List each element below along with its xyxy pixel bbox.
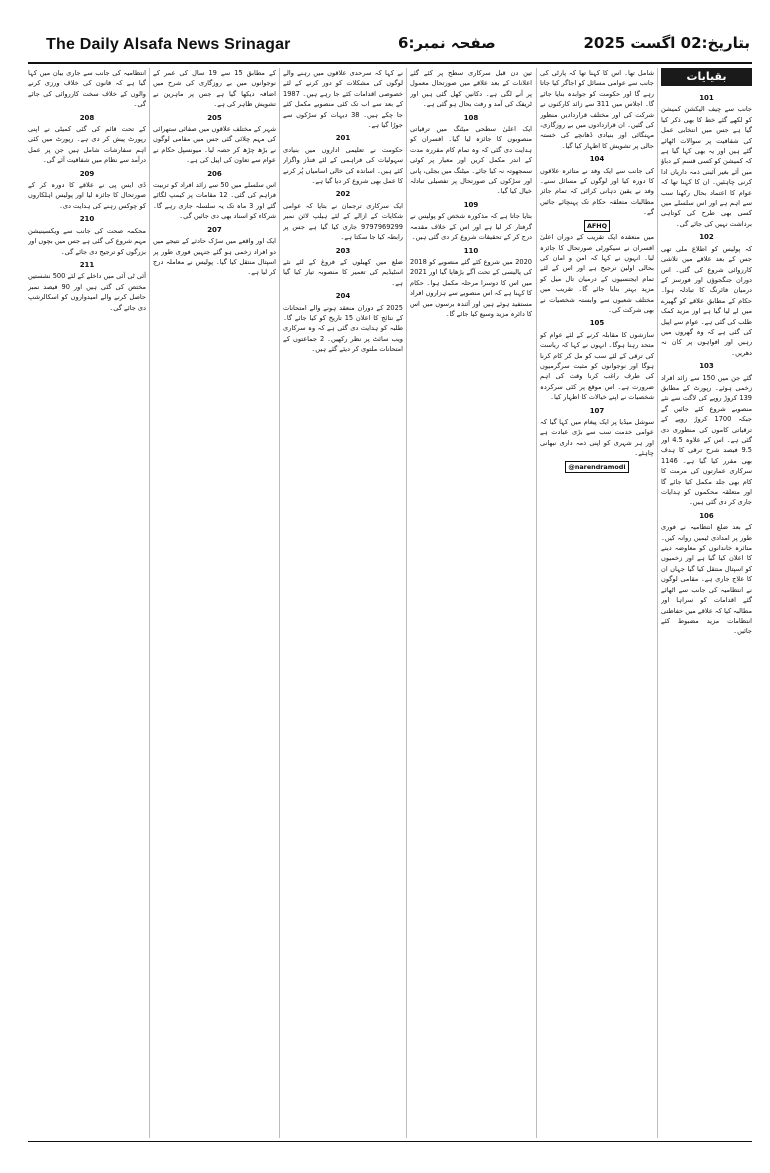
article-number: 107 — [589, 406, 605, 415]
article-paragraph: سوشل میڈیا پر ایک پیغام میں کہا گیا کہ عوامی خدمت سب سے بڑی عبادت ہے اور ہر شہری کو اپنی ذمہ داری نبھانی چاہئے۔ — [540, 418, 654, 458]
article-number: 202 — [335, 190, 351, 199]
article-paragraph: نے کہا کہ سرحدی علاقوں میں رہنے والے لوگوں کی مشکلات کو دور کرنے کے لئے خصوصی اقدامات کئے جا رہے ہیں۔ 1987 کے بعد سے اب تک کئی منصوبے مکمل کئے جا چکے ہیں۔ 38 دیہات کو سڑکوں سے جوڑا گیا ہے۔ — [283, 69, 403, 130]
column-1 — [661, 90, 752, 1138]
article-number: 104 — [589, 155, 605, 164]
article-number: 210 — [79, 215, 95, 224]
article-paragraph: ایک اعلیٰ سطحی میٹنگ میں ترقیاتی منصوبوں کا جائزہ لیا گیا۔ افسران کو ہدایت دی گئی کہ وہ تمام کام مقررہ مدت کے اندر مکمل کریں اور معیار پر کوئی سمجھوتہ نہ کیا جائے۔ میٹنگ میں بجلی، پانی اور سڑکوں کی صورتحال پر تفصیلی تبادلہ خیال کیا گیا۔ — [410, 125, 532, 196]
article-number: 201 — [335, 134, 351, 143]
article-paragraph: جانب سے چیف الیکشن کمیشن کو لکھے گئے خط کا بھی ذکر کیا گیا ہے جس میں انتخابی عمل کی شفافیت پر سوالات اٹھائے گئے ہیں اور یہ بھی کہا گیا ہے کہ کمیشن کو کسی قسم کے دباؤ میں آئے بغیر آئینی ذمہ داریاں ادا کرنی چاہئیں۔ ان کا کہنا تھا کہ عوام کا اعتماد بحال رکھنا سب سے اہم ہے اور اس سلسلے میں کسی بھی طرح کی کوتاہی برداشت نہیں کی جائے گی۔ — [661, 105, 752, 228]
column-divider — [406, 68, 407, 1138]
column-3 — [410, 68, 532, 1138]
article-number: 205 — [207, 113, 222, 122]
inline-tag: @narendramodi — [565, 461, 628, 473]
tag-row — [540, 461, 654, 473]
article-paragraph: سازشوں کا مقابلہ کرنے کے لئے عوام کو متحد رہنا ہوگا۔ انہوں نے کہا کہ ریاست کی ترقی کے لئے سب کو مل کر کام کرنا ہوگا اور نوجوانوں کو مثبت سرگرمیوں کی طرف راغب کرنا وقت کی اہم ضرورت ہے۔ اس موقع پر کئی سرکردہ شخصیات نے اپنے خیالات کا اظہار کیا۔ — [540, 330, 654, 402]
article-number: 203 — [335, 246, 351, 255]
article-paragraph: میں منعقدہ ایک تقریب کے دوران اعلیٰ افسران نے سیکورٹی صورتحال کا جائزہ لیا۔ انہوں نے کہا کہ امن و امان کی بحالی اولین ترجیح ہے اور اس کے لئے تمام ایجنسیوں کے درمیان تال میل کو مزید بہتر بنایا جائے گا۔ تقریب میں مختلف شعبوں سے وابستہ شخصیات نے بھی شرکت کی۔ — [540, 233, 654, 314]
article-paragraph: حکومت نے تعلیمی اداروں میں بنیادی سہولیات کی فراہمی کے لئے فنڈز واگزار کئے ہیں۔ اساتذہ کی خالی اسامیاں پُر کرنے کا عمل بھی شروع کر دیا گیا ہے۔ — [283, 145, 403, 186]
article-paragraph: محکمہ صحت کی جانب سے ویکسینیشن مہم شروع کی گئی ہے جس میں بچوں اور بزرگوں کو ترجیح دی جائے گی۔ — [28, 226, 146, 256]
article-number: 108 — [463, 113, 479, 122]
article-paragraph: 2020 میں شروع کئے گئے منصوبے کو 2018 کی پالیسی کے تحت آگے بڑھایا گیا اور 2021 میں اس کا دوسرا مرحلہ مکمل ہوا۔ حکام کا کہنا ہے کہ اس منصوبے سے ہزاروں افراد مستفید ہوئے ہیں اور آئندہ برسوں میں اس کا دائرہ مزید وسیع کیا جائے گا۔ — [410, 257, 532, 318]
masthead — [28, 30, 770, 60]
article-paragraph: 2025 کے دوران منعقد ہونے والے امتحانات کے نتائج کا اعلان 15 تاریخ کو کیا جائے گا۔ طلبہ کو ہدایت دی گئی ہے کہ وہ سرکاری ویب سائٹ پر نظر رکھیں۔ 2 جماعتوں کے امتحانات ملتوی کر دیئے گئے ہیں۔ — [283, 303, 403, 354]
article-paragraph: کی جانب سے ایک وفد نے متاثرہ علاقوں کا دورہ کیا اور لوگوں کے مسائل سنے۔ وفد نے یقین دہانی کرائی کہ تمام جائز مطالبات متعلقہ حکام تک پہنچائے جائیں گے۔ — [540, 166, 654, 217]
article-paragraph: اس سلسلے میں 50 سے زائد افراد کو تربیت فراہم کی گئی۔ 12 مقامات پر کیمپ لگائے گئے اور 3 ماہ تک یہ سلسلہ جاری رہے گا۔ شرکاء کو اسناد بھی دی جائیں گی۔ — [153, 181, 276, 221]
column-2 — [540, 68, 654, 1138]
article-paragraph: ضلع میں کھیلوں کے فروغ کے لئے نئے اسٹیڈیم کی تعمیر کا منصوبہ تیار کیا گیا ہے۔ — [283, 257, 403, 287]
column-divider — [536, 68, 537, 1138]
article-paragraph: کہ پولیس کو اطلاع ملی تھی جس کے بعد علاقے میں تلاشی کارروائی شروع کی گئی۔ اس دوران جنگجوؤں اور فورسز کے درمیان فائرنگ کا تبادلہ ہوا۔ حکام کے مطابق علاقے کو گھیرے میں لے لیا گیا ہے اور مزید کمک طلب کی گئی ہے۔ عوام سے اپیل کی گئی ہے کہ وہ گھروں میں رہیں اور افواہوں پر کان نہ دھریں۔ — [661, 244, 752, 357]
article-number: 207 — [207, 225, 222, 234]
page-number: صفحہ نمبر:6 — [398, 34, 496, 52]
article-number: 102 — [699, 233, 714, 242]
issue-date: بتاریخ:02 اگست 2025 — [583, 34, 750, 52]
article-paragraph: ایک سرکاری ترجمان نے بتایا کہ عوامی شکایات کے ازالے کے لئے ہیلپ لائن نمبر 9797969299 جاری کیا گیا ہے جس پر رابطہ کیا جا سکتا ہے۔ — [283, 201, 403, 242]
column-5 — [153, 68, 276, 1138]
column-divider — [657, 68, 658, 1138]
article-paragraph: بتایا جاتا ہے کہ مذکورہ شخص کو پولیس نے گرفتار کر لیا ہے اور اس کے خلاف مقدمہ درج کر کے تحقیقات شروع کر دی گئی ہیں۔ — [410, 212, 532, 242]
column-4 — [283, 68, 403, 1138]
article-number: 209 — [79, 169, 95, 178]
article-paragraph: آئی ٹی آئی میں داخلے کے لئے 500 نشستیں مختص کی گئی ہیں اور 90 فیصد نمبر حاصل کرنے والے امیدواروں کو اسکالرشپ دی جائے گی۔ — [28, 272, 146, 312]
article-paragraph: گئے جن میں 150 سے زائد افراد زخمی ہوئے۔ رپورٹ کے مطابق 139 کروڑ روپے کی لاگت سے نئے منصوبے شروع کئے جائیں گے جبکہ 1700 کروڑ روپے کے ترقیاتی کاموں کی منظوری دی گئی ہے۔ اس کے علاوہ 4.5 اور 9.5 فیصد شرح ترقی کا ہدف بھی مقرر کیا گیا ہے۔ 1146 سرکاری عمارتوں کی مرمت کا کام بھی جلد مکمل کیا جائے گا اور متعلقہ محکموں کو ہدایات جاری کر دی گئی ہیں۔ — [661, 373, 752, 507]
inline-tag: AFHQ — [584, 220, 610, 232]
article-paragraph: شامل تھا۔ اس کا کہنا تھا کہ پارٹی کی جانب سے عوامی مسائل کو اجاگر کیا جاتا رہے گا اور حکومت کو جوابدہ بنایا جائے گا۔ اجلاس میں 311 سے زائد کارکنوں نے شرکت کی اور مختلف قراردادیں منظور کی گئیں۔ ان قراردادوں میں بے روزگاری، مہنگائی اور بنیادی ڈھانچے کی خستہ حالی پر تشویش کا اظہار کیا گیا۔ — [540, 69, 654, 150]
article-number: 106 — [699, 511, 714, 520]
article-paragraph: ایک اور واقعے میں سڑک حادثے کے نتیجے میں دو افراد زخمی ہو گئے جنہیں فوری طور پر اسپتال منتقل کیا گیا۔ پولیس نے معاملہ درج کر لیا ہے۔ — [153, 237, 276, 277]
newspaper-title: The Daily Alsafa News Srinagar — [46, 36, 291, 53]
article-paragraph: تین دن قبل سرکاری سطح پر کئے گئے اعلانات کے بعد علاقے میں صورتحال معمول پر آنے لگی ہے۔ دکانیں کھل گئی ہیں اور ٹریفک کی آمد و رفت بحال ہو گئی ہے۔ — [410, 69, 532, 109]
article-number: 101 — [699, 94, 714, 102]
article-number: 204 — [335, 292, 351, 301]
article-paragraph: کے بعد ضلع انتظامیہ نے فوری طور پر امدادی ٹیمیں روانہ کیں۔ متاثرہ خاندانوں کو معاوضہ دینے کا اعلان کیا گیا ہے اور زخمیوں کو اسپتال منتقل کیا گیا جہاں ان کا علاج جاری ہے۔ مقامی لوگوں نے انتظامیہ کی جانب سے اٹھائے گئے اقدامات کو سراہا اور مطالبہ کیا کہ علاقے میں حفاظتی انتظامات مزید مضبوط کئے جائیں۔ — [661, 523, 752, 636]
article-number: 206 — [207, 169, 222, 178]
column-6 — [28, 68, 146, 1138]
article-paragraph: شہر کے مختلف علاقوں میں صفائی ستھرائی کی مہم چلائی گئی جس میں مقامی لوگوں نے بڑھ چڑھ کر حصہ لیا۔ میونسپل حکام نے عوام سے تعاون کی اپیل کی ہے۔ — [153, 125, 276, 165]
article-number: 211 — [79, 260, 95, 269]
section-title: بقیایات — [661, 68, 752, 86]
article-number: 110 — [463, 246, 479, 255]
article-number: 103 — [699, 362, 714, 371]
article-paragraph: انتظامیہ کی جانب سے جاری بیان میں کہا گیا ہے کہ قانون کی خلاف ورزی کرنے والوں کے خلاف سخت کارروائی کی جائے گی۔ — [28, 69, 146, 109]
bottom-rule — [28, 1141, 752, 1142]
column-divider — [149, 68, 150, 1138]
masthead-rule — [28, 62, 752, 64]
article-paragraph: کے تحت قائم کی گئی کمیٹی نے اپنی رپورٹ پیش کر دی ہے۔ رپورٹ میں کئی اہم سفارشات شامل ہیں جن پر عمل درآمد سے نظام میں شفافیت آئے گی۔ — [28, 125, 146, 165]
article-number: 109 — [463, 200, 479, 209]
article-number: 208 — [79, 113, 95, 122]
article-paragraph: ڈی ایس پی نے علاقے کا دورہ کر کے صورتحال کا جائزہ لیا اور پولیس اہلکاروں کو چوکس رہنے کی ہدایت دی۔ — [28, 181, 146, 210]
article-number: 105 — [589, 319, 605, 328]
article-paragraph: کے مطابق 15 سے 19 سال کی عمر کے نوجوانوں میں بے روزگاری کی شرح میں اضافہ دیکھا گیا ہے جس پر ماہرین نے تشویش ظاہر کی ہے۔ — [153, 69, 276, 109]
column-divider — [279, 68, 280, 1138]
tag-row — [540, 220, 654, 232]
